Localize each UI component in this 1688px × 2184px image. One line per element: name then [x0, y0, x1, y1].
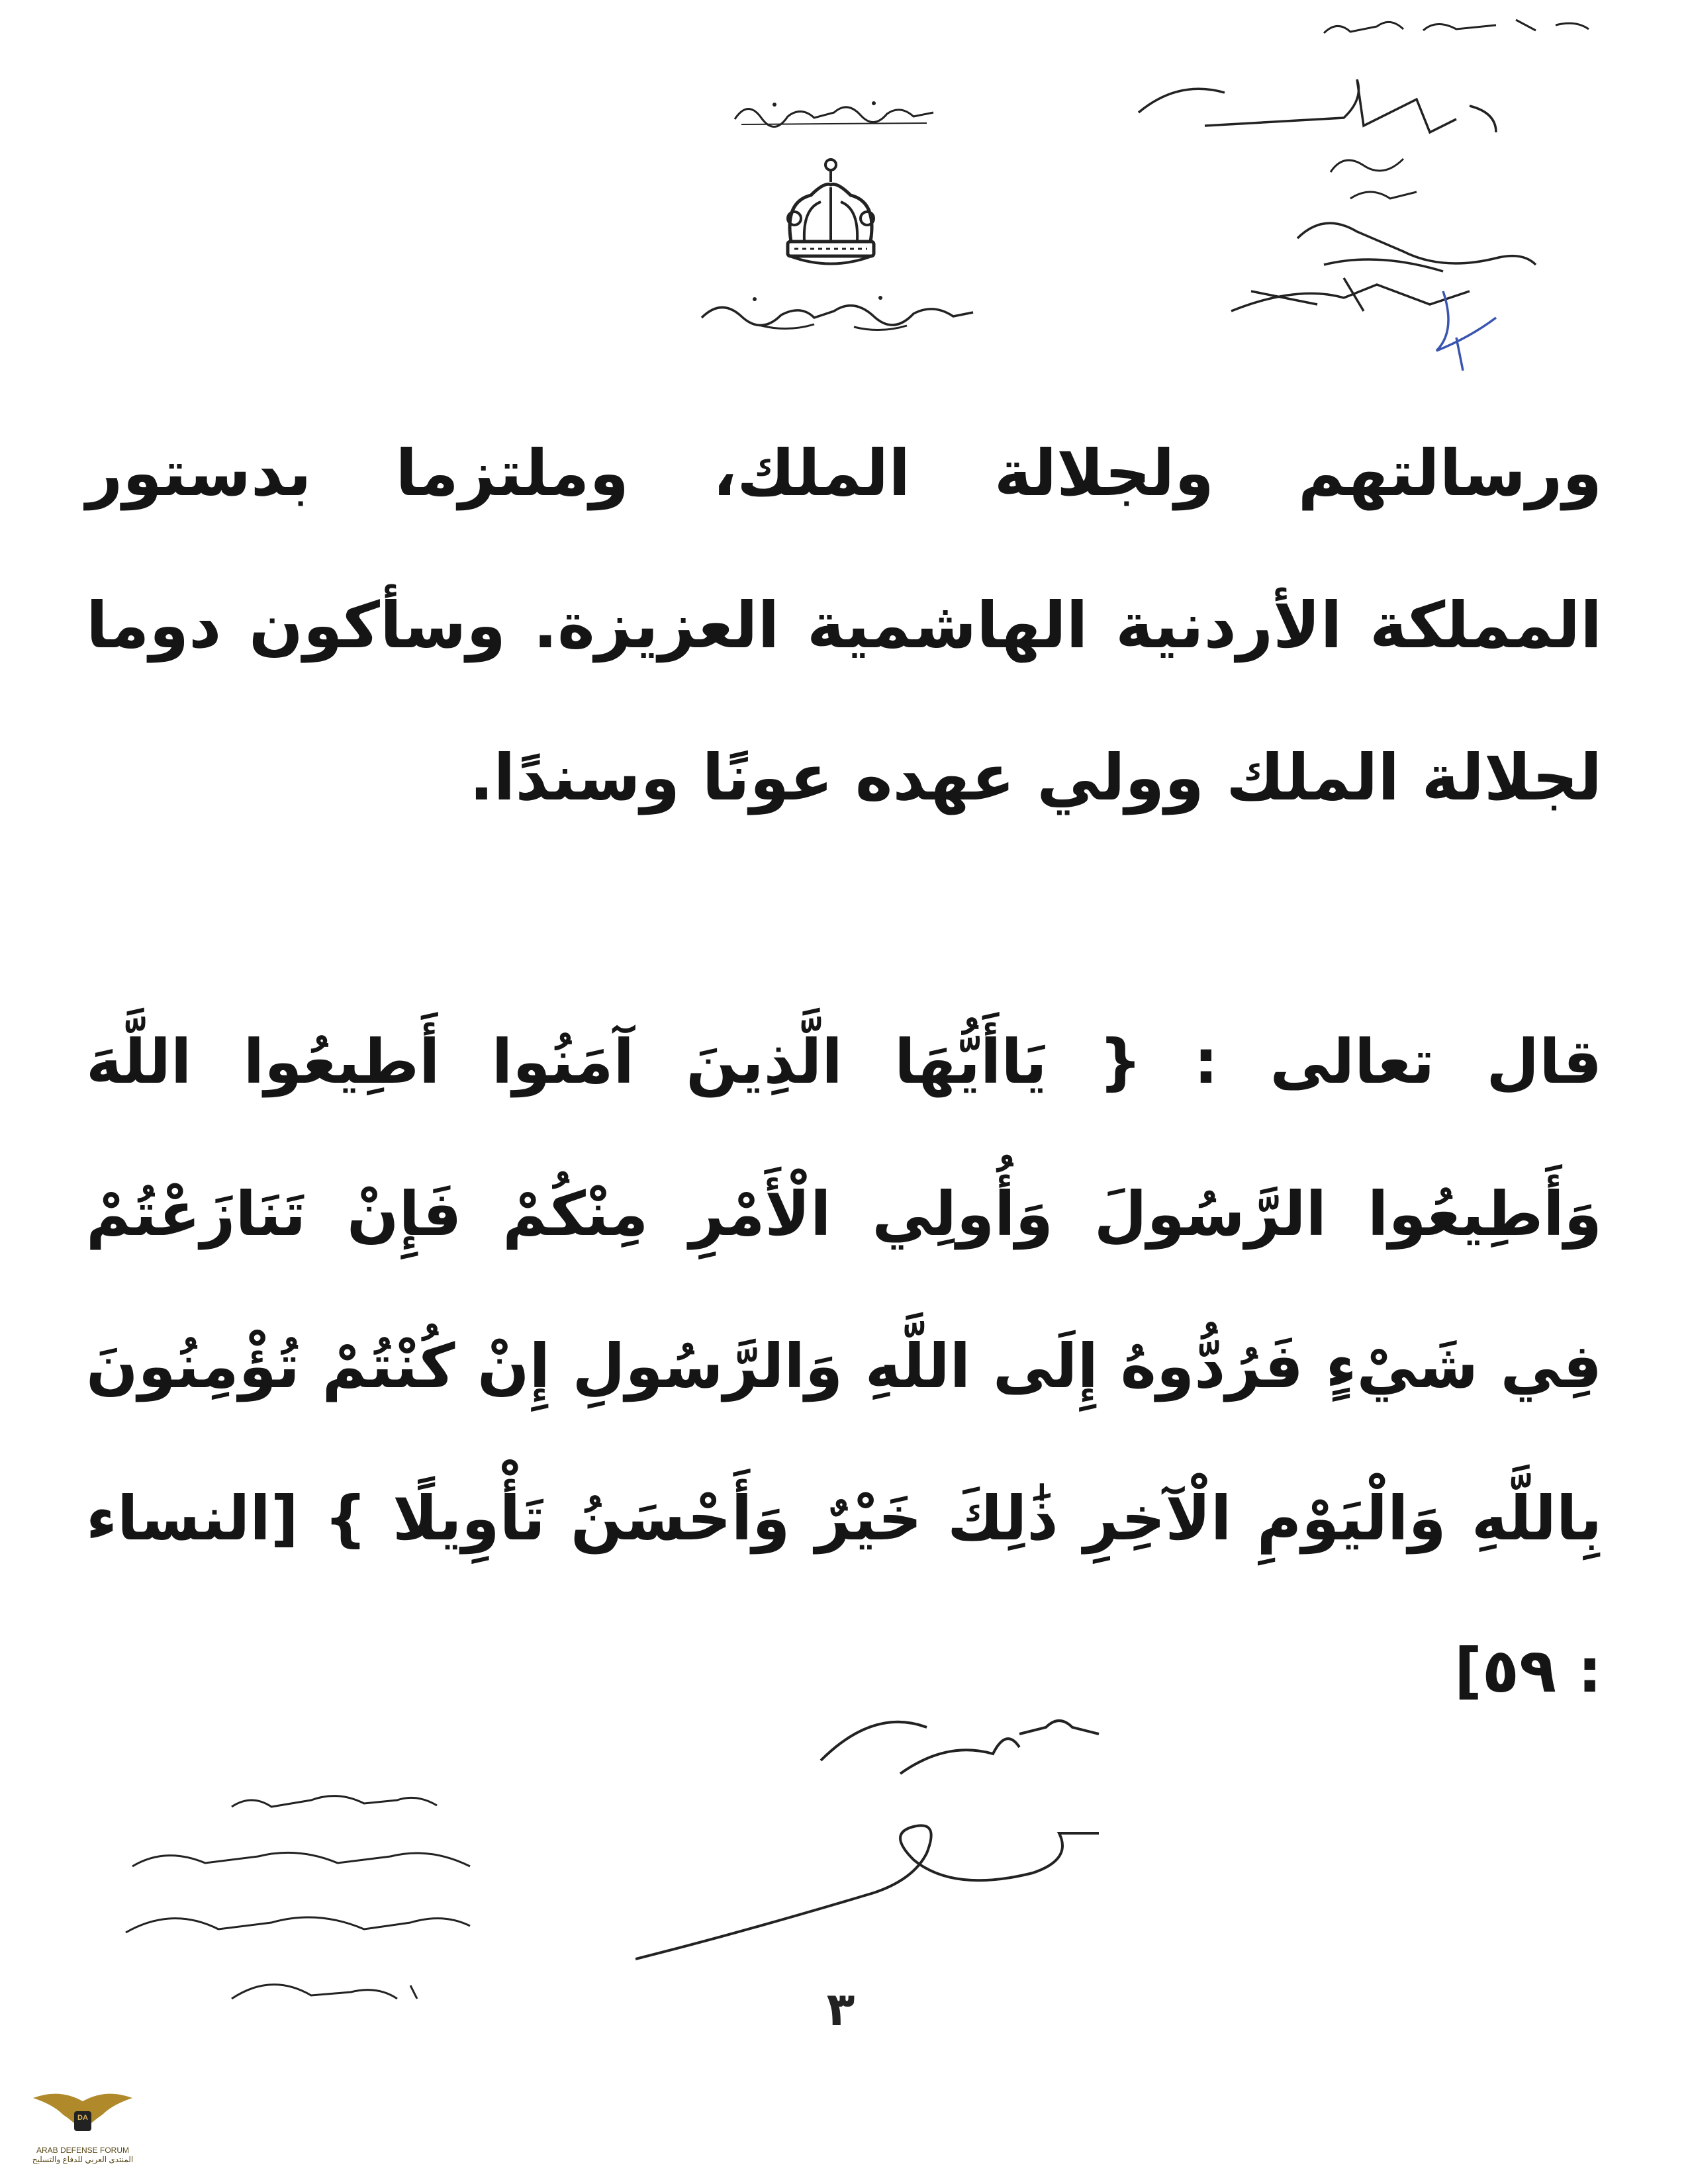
forum-name-en: ARAB DEFENSE FORUM [36, 2146, 129, 2155]
crown-icon [765, 156, 897, 281]
letter-body-paragraph: ورسالتهم ولجلالة الملك، وملتزما بدستور المملكة الأردنية الهاشمية العزيزة. وسأكون دوما لجلالة الملك وولي عهده عونًا وسندًا. [86, 436, 1602, 815]
verse-intro: قال تعالى : [1194, 1026, 1602, 1097]
forum-logo-text [26, 2146, 139, 2164]
handwritten-initials [1125, 0, 1655, 384]
handwritten-note [99, 1774, 563, 2052]
basmala-calligraphy [722, 93, 947, 132]
forum-badge: DA [77, 2114, 88, 2122]
quran-verse [64, 986, 1602, 1747]
forum-name-ar: المنتدى العربي للدفاع والتسليح [32, 2155, 134, 2164]
verse-citation: [النساء : ٥٩] [64, 1483, 1602, 1706]
letterhead [682, 93, 986, 344]
page-number: ٣ [826, 1982, 855, 2036]
forum-watermark-logo [26, 2085, 139, 2177]
prince-signature [635, 1655, 1178, 1985]
verse-open-brace: { [1098, 1026, 1143, 1097]
verse-text: يَاأَيُّهَا الَّذِينَ آمَنُوا أَطِيعُوا اللَّهَ وَأَطِيعُوا الرَّسُولَ وَأُولِي الْأَمْرِ مِنْكُمْ فَإِنْ تَنَازَعْتُمْ فِي شَيْءٍ فَرُدُّوهُ إِلَى اللَّهِ وَالرَّسُولِ إِنْ كُنْتُمْ تُؤْمِنُونَ بِاللَّهِ وَالْيَوْمِ الْآخِرِ ذَٰلِكَ خَيْرٌ وَأَحْسَنُ تَأْوِيلًا [64, 1026, 1602, 1554]
verse-close-brace: } [324, 1483, 367, 1554]
letterhead-name-calligraphy [682, 285, 986, 338]
